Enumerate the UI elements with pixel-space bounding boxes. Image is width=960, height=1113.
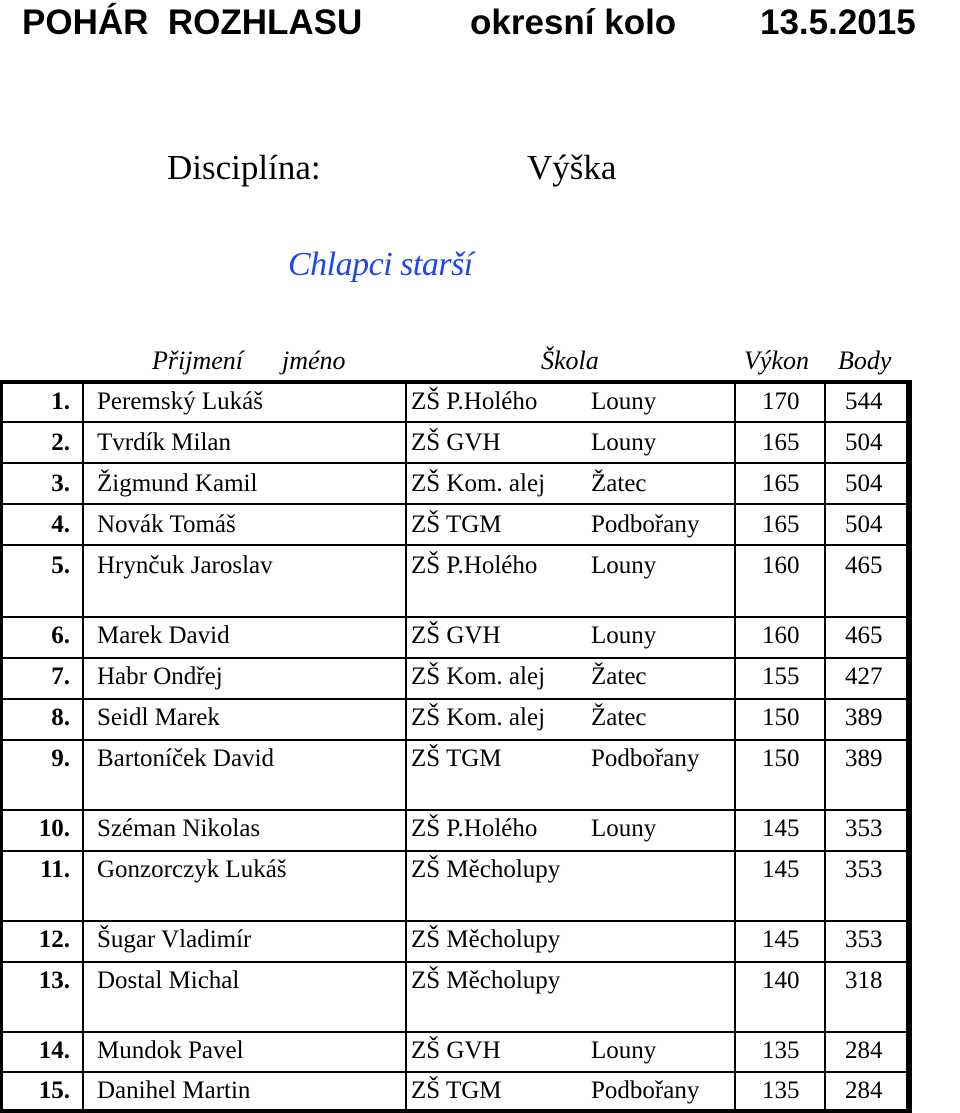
header-round: okresní kolo <box>470 3 677 42</box>
row-town: Louny <box>591 429 657 456</box>
row-rank: 1. <box>51 388 70 415</box>
row-name: Seidl Marek <box>97 704 220 731</box>
category-title: Chlapci starší <box>288 246 473 283</box>
row-town: Louny <box>591 1037 657 1064</box>
row-town: Podbořany <box>591 511 700 538</box>
row-school: ZŠ Měcholupy <box>411 926 561 953</box>
row-rank: 6. <box>51 622 70 649</box>
row-rank: 10. <box>38 815 70 842</box>
row-school: ZŠ P.Holého <box>411 388 538 415</box>
row-points: 504 <box>845 429 883 456</box>
row-rank: 14. <box>38 1037 70 1064</box>
row-rank: 5. <box>51 552 70 579</box>
row-town: Podbořany <box>591 1077 700 1104</box>
discipline-label: Disciplína: <box>167 148 321 187</box>
row-town: Podbořany <box>591 745 700 772</box>
row-performance: 165 <box>762 470 800 497</box>
row-name: Dostal Michal <box>97 967 240 994</box>
row-school: ZŠ GVH <box>411 622 501 649</box>
row-points: 353 <box>845 926 883 953</box>
row-points: 353 <box>845 856 883 883</box>
column-separator <box>734 380 736 1113</box>
row-performance: 140 <box>762 967 800 994</box>
column-header-points: Body <box>838 346 892 375</box>
row-rank: 13. <box>38 967 70 994</box>
row-separator <box>0 698 912 700</box>
column-separator <box>405 380 407 1113</box>
row-separator <box>0 421 912 423</box>
row-school: ZŠ Kom. alej <box>411 704 546 731</box>
row-separator <box>0 739 912 741</box>
table-border-right <box>906 380 912 1113</box>
row-school: ZŠ P.Holého <box>411 815 538 842</box>
row-points: 284 <box>845 1037 883 1064</box>
row-school: ZŠ TGM <box>411 745 502 772</box>
row-separator <box>0 462 912 464</box>
row-name: Žigmund Kamil <box>97 470 258 497</box>
row-rank: 9. <box>51 745 70 772</box>
column-separator <box>824 380 826 1113</box>
column-separator <box>82 380 84 1113</box>
row-town: Louny <box>591 622 657 649</box>
column-header-surname: Přijmení <box>152 346 243 375</box>
row-school: ZŠ P.Holého <box>411 552 538 579</box>
header-title: POHÁR ROZHLASU <box>22 3 363 42</box>
row-town: Žatec <box>591 470 647 497</box>
row-name: Peremský Lukáš <box>97 388 263 415</box>
row-performance: 170 <box>762 388 800 415</box>
header-date: 13.5.2015 <box>760 3 916 42</box>
row-rank: 7. <box>51 663 70 690</box>
row-performance: 150 <box>762 704 800 731</box>
row-town: Louny <box>591 388 657 415</box>
row-performance: 135 <box>762 1077 800 1104</box>
row-town: Žatec <box>591 704 647 731</box>
row-separator <box>0 920 912 922</box>
column-header-school: Škola <box>541 346 599 375</box>
row-rank: 12. <box>38 926 70 953</box>
row-town: Louny <box>591 815 657 842</box>
row-separator <box>0 616 912 618</box>
row-school: ZŠ GVH <box>411 429 501 456</box>
row-school: ZŠ Kom. alej <box>411 663 546 690</box>
row-town: Louny <box>591 552 657 579</box>
row-school: ZŠ TGM <box>411 1077 502 1104</box>
row-name: Marek David <box>97 622 230 649</box>
row-separator <box>0 850 912 852</box>
row-name: Šugar Vladimír <box>97 926 252 953</box>
row-points: 318 <box>845 967 883 994</box>
row-rank: 15. <box>38 1077 70 1104</box>
row-performance: 145 <box>762 926 800 953</box>
row-points: 544 <box>845 388 883 415</box>
row-name: Mundok Pavel <box>97 1037 244 1064</box>
column-header-firstname: jméno <box>282 346 346 375</box>
row-points: 504 <box>845 511 883 538</box>
row-school: ZŠ Měcholupy <box>411 856 561 883</box>
row-school: ZŠ Měcholupy <box>411 967 561 994</box>
row-performance: 145 <box>762 815 800 842</box>
table-border-bottom <box>0 1109 912 1113</box>
discipline-value: Výška <box>527 148 617 187</box>
row-rank: 4. <box>51 511 70 538</box>
row-school: ZŠ GVH <box>411 1037 501 1064</box>
row-name: Tvrdík Milan <box>97 429 232 456</box>
row-rank: 3. <box>51 470 70 497</box>
row-separator <box>0 809 912 811</box>
row-town: Žatec <box>591 663 647 690</box>
row-name: Habr Ondřej <box>97 663 223 690</box>
row-points: 504 <box>845 470 883 497</box>
table-border-top <box>0 380 912 384</box>
row-separator <box>0 1071 912 1073</box>
row-points: 389 <box>845 704 883 731</box>
row-points: 465 <box>845 552 883 579</box>
row-separator <box>0 1031 912 1033</box>
row-points: 353 <box>845 815 883 842</box>
row-name: Széman Nikolas <box>97 815 261 842</box>
row-name: Novák Tomáš <box>97 511 236 538</box>
row-rank: 11. <box>40 856 70 883</box>
row-points: 284 <box>845 1077 883 1104</box>
row-performance: 150 <box>762 745 800 772</box>
row-rank: 8. <box>51 704 70 731</box>
row-separator <box>0 961 912 963</box>
row-separator <box>0 657 912 659</box>
row-performance: 165 <box>762 511 800 538</box>
row-name: Gonzorczyk Lukáš <box>97 856 287 883</box>
row-performance: 160 <box>762 552 800 579</box>
row-performance: 155 <box>762 663 800 690</box>
row-separator <box>0 503 912 505</box>
table-border-left <box>0 380 3 1113</box>
row-points: 389 <box>845 745 883 772</box>
column-header-performance: Výkon <box>744 346 809 375</box>
row-rank: 2. <box>51 429 70 456</box>
row-school: ZŠ Kom. alej <box>411 470 546 497</box>
row-performance: 165 <box>762 429 800 456</box>
row-separator <box>0 544 912 546</box>
row-name: Bartoníček David <box>97 745 275 772</box>
row-school: ZŠ TGM <box>411 511 502 538</box>
row-points: 465 <box>845 622 883 649</box>
row-performance: 145 <box>762 856 800 883</box>
row-performance: 160 <box>762 622 800 649</box>
row-name: Hrynčuk Jaroslav <box>97 552 273 579</box>
row-points: 427 <box>845 663 883 690</box>
row-name: Danihel Martin <box>97 1077 251 1104</box>
row-performance: 135 <box>762 1037 800 1064</box>
